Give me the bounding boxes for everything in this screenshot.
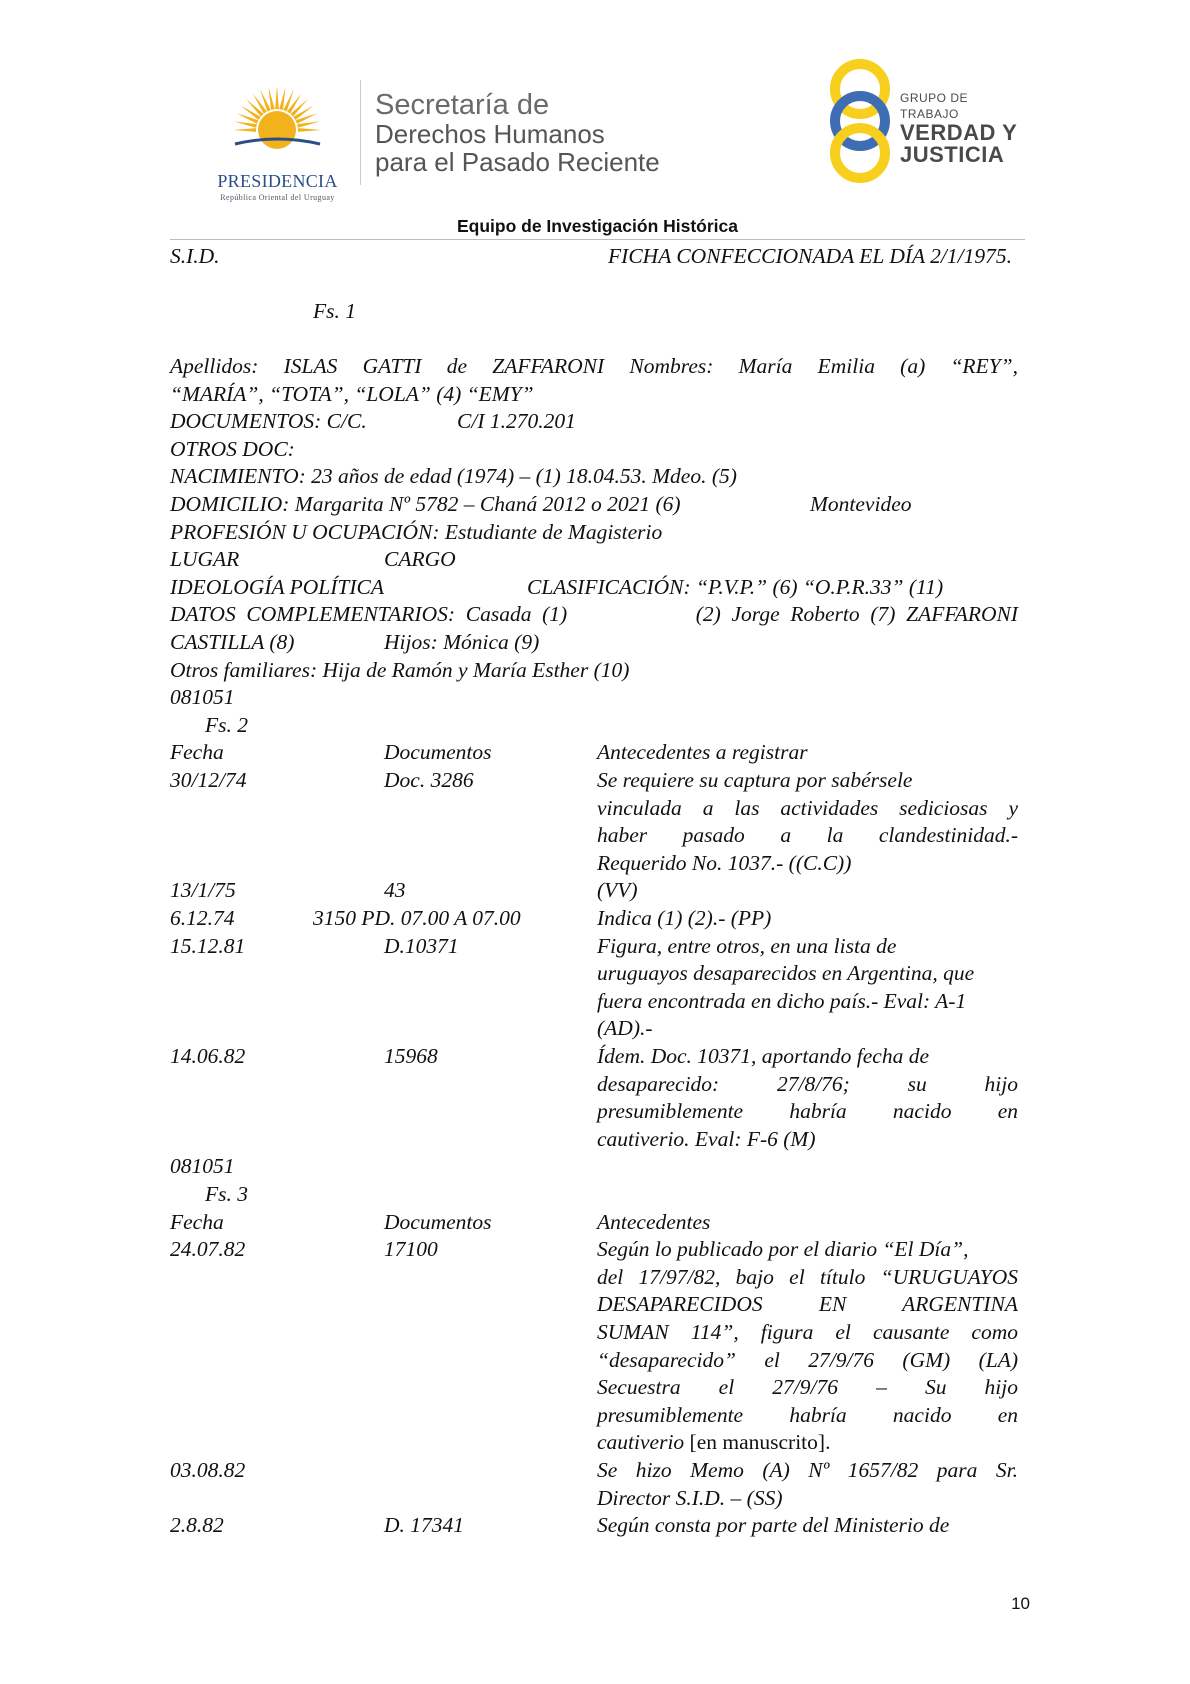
- profesion: PROFESIÓN U OCUPACIÓN: Estudiante de Magisterio: [170, 520, 663, 544]
- documentos-label: DOCUMENTOS: C/C.: [170, 409, 367, 433]
- logo-divider: [360, 80, 361, 185]
- sun-ray: [279, 87, 285, 110]
- verdad-justicia-logo-text: [900, 90, 1030, 166]
- nacimiento: NACIMIENTO: 23 años de edad (1974) – (1) 18.04.53. Mdeo. (5): [170, 464, 737, 488]
- fs2-row-0-line-1: vinculada a las actividades sediciosas y: [597, 796, 1018, 820]
- fs3-row-0-line-2: DESAPARECIDOS EN ARGENTINA: [597, 1292, 1018, 1316]
- sun-ray: [275, 86, 279, 109]
- fs2-row-0-line-3: Requerido No. 1037.- ((C.C)): [597, 851, 852, 875]
- presidencia-subtitle: República Oriental del Uruguay: [220, 193, 335, 202]
- sun-ray: [298, 128, 321, 132]
- cargo-label: CARGO: [384, 547, 456, 571]
- fs1-label: Fs. 1: [313, 299, 356, 323]
- presidencia-logo: [200, 78, 355, 202]
- fs3-label: Fs. 3: [205, 1182, 248, 1206]
- fs2-row-1-line-0: (VV): [597, 878, 638, 902]
- datos-line-2b: Hijos: Mónica (9): [384, 630, 540, 654]
- sun-ray: [234, 121, 257, 127]
- fs2-row-4-line-2: presumiblemente habría nacido en: [597, 1099, 1018, 1123]
- fs2-header-fecha: Fecha: [170, 740, 224, 764]
- secretaria-line-2: Derechos Humanos: [375, 119, 605, 149]
- fs2-row-3-line-3: (AD).-: [597, 1016, 653, 1040]
- fs2-row-4-fecha: 14.06.82: [170, 1044, 246, 1068]
- datos-line-1: DATOS COMPLEMENTARIOS: Casada (1) (2) Jorge Roberto (7) ZAFFARONI: [170, 602, 1018, 626]
- fs3-row-0-line-1: del 17/97/82, bajo el título “URUGUAYOS: [597, 1265, 1018, 1289]
- fs3-row-0-line-0: Según lo publicado por el diario “El Día”,: [597, 1237, 969, 1261]
- fs2-row-4-line-0: Ídem. Doc. 10371, aportando fecha de: [597, 1044, 929, 1068]
- code-2: 081051: [170, 1154, 235, 1178]
- fs2-header-documentos: Documentos: [384, 740, 492, 764]
- fs2-row-0-line-2: haber pasado a la clandestinidad.-: [597, 823, 1018, 847]
- verdad-justicia-rings-icon: [825, 55, 895, 185]
- documentos-ci: C/I 1.270.201: [457, 409, 576, 433]
- ideologia-label: IDEOLOGÍA POLÍTICA: [170, 575, 385, 599]
- page-number: 10: [1011, 1594, 1030, 1613]
- team-title: Equipo de Investigación Histórica: [456, 216, 739, 236]
- fs3-row-1-line-0: Se hizo Memo (A) Nº 1657/82 para Sr.: [597, 1458, 1018, 1482]
- fs3-row-2-fecha: 2.8.82: [170, 1513, 224, 1537]
- fs3-header-fecha: Fecha: [170, 1210, 224, 1234]
- fs2-row-4-line-3: cautiverio. Eval: F-6 (M): [597, 1127, 816, 1151]
- sid-label: S.I.D.: [170, 244, 220, 268]
- apellidos-line-2: “MARÍA”, “TOTA”, “LOLA” (4) “EMY”: [170, 382, 534, 406]
- apellidos-line-1: Apellidos: ISLAS GATTI de ZAFFARONI Nombres: María Emilia (a) “REY”,: [170, 354, 1018, 378]
- fs3-row-0-fecha: 24.07.82: [170, 1237, 246, 1261]
- fs2-row-3-fecha: 15.12.81: [170, 934, 246, 958]
- fs2-row-2-doc: 3150 PD. 07.00 A 07.00: [313, 906, 521, 930]
- fs3-row-1-fecha: 03.08.82: [170, 1458, 246, 1482]
- datos-line-2a: CASTILLA (8): [170, 630, 295, 654]
- fs2-row-2-fecha: 6.12.74: [170, 906, 235, 930]
- domicilio: DOMICILIO: Margarita Nº 5782 – Chaná 2012 o 2021 (6): [170, 492, 681, 516]
- fs3-row-0-line-4: “desaparecido” el 27/9/76 (GM) (LA): [597, 1348, 1018, 1372]
- ficha-date: FICHA CONFECCIONADA EL DÍA 2/1/1975.: [608, 244, 1012, 268]
- sun-ray: [233, 128, 256, 132]
- fs3-row-0-line-6: presumiblemente habría nacido en: [597, 1403, 1018, 1427]
- fs3-row-0-line-5: Secuestra el 27/9/76 – Su hijo: [597, 1375, 1018, 1399]
- fs2-row-3-line-1: uruguayos desaparecidos en Argentina, que: [597, 961, 975, 985]
- presidencia-name: PRESIDENCIA: [217, 171, 338, 191]
- secretaria-line-1: Secretaría de: [375, 89, 550, 121]
- fs2-row-1-fecha: 13/1/75: [170, 878, 236, 902]
- fs2-row-2-line-0: Indica (1) (2).- (PP): [597, 906, 772, 930]
- fs2-row-4-doc: 15968: [384, 1044, 438, 1068]
- fs2-row-3-line-0: Figura, entre otros, en una lista de: [597, 934, 897, 958]
- sun-icon: [230, 78, 325, 170]
- fs2-header-antecedentes: Antecedentes a registrar: [597, 740, 808, 764]
- fs2-row-4-line-1: desaparecido: 27/8/76; su hijo: [597, 1072, 1018, 1096]
- fs3-row-0-line-3: SUMAN 114”, figura el causante como: [597, 1320, 1018, 1344]
- otros-familiares: Otros familiares: Hija de Ramón y María Esther (10): [170, 658, 630, 682]
- clasificacion: CLASIFICACIÓN: “P.V.P.” (6) “O.P.R.33” (11): [527, 575, 944, 599]
- fs2-row-0-fecha: 30/12/74: [170, 768, 247, 792]
- header-rule: [170, 239, 1025, 240]
- fs2-row-3-line-2: fuera encontrada en dicho país.- Eval: A-1: [597, 989, 967, 1013]
- letterhead: [190, 50, 1030, 202]
- fs3-row-1-line-1: Director S.I.D. – (SS): [597, 1486, 783, 1510]
- fs3-row-2-doc: D. 17341: [384, 1513, 465, 1537]
- lugar-label: LUGAR: [170, 547, 240, 571]
- fs3-header-antecedentes: Antecedentes: [597, 1210, 711, 1234]
- code-1: 081051: [170, 685, 235, 709]
- fs2-row-0-doc: Doc. 3286: [384, 768, 474, 792]
- sun-ray: [297, 121, 320, 127]
- fs2-row-3-doc: D.10371: [384, 934, 459, 958]
- fs3-header-documentos: Documentos: [384, 1210, 492, 1234]
- vj-line-2: VERDAD Y: [900, 120, 1018, 145]
- vj-line-1: GRUPO DE TRABAJO: [900, 91, 969, 121]
- fs3-row-0-last-italic: cautiverio: [597, 1430, 685, 1454]
- secretaria-logo-text: [375, 90, 660, 176]
- fs3-row-0-line-7: [597, 1428, 830, 1456]
- fs2-row-1-doc: 43: [384, 878, 406, 902]
- fs3-row-0-last-upright: [en manuscrito].: [684, 1430, 831, 1454]
- vj-line-3: JUSTICIA: [900, 142, 1005, 167]
- otros-doc: OTROS DOC:: [170, 437, 295, 461]
- sun-ray: [268, 87, 274, 110]
- domicilio-city: Montevideo: [810, 492, 912, 516]
- fs2-label: Fs. 2: [205, 713, 248, 737]
- fs2-row-0-line-0: Se requiere su captura por sabérsele: [597, 768, 913, 792]
- fs3-row-2-line-0: Según consta por parte del Ministerio de: [597, 1513, 950, 1537]
- secretaria-line-3: para el Pasado Reciente: [375, 147, 660, 177]
- fs3-row-0-doc: 17100: [384, 1237, 438, 1261]
